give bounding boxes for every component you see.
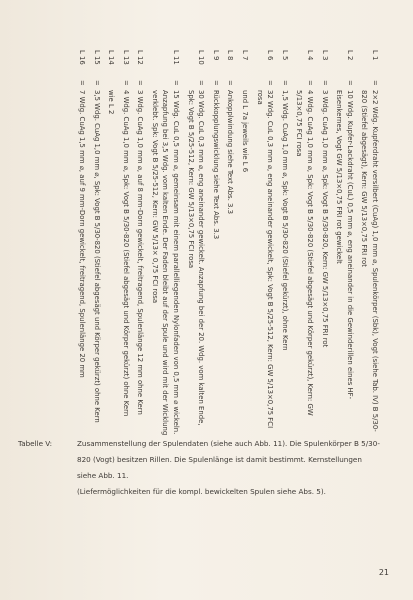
table-row [279, 50, 290, 440]
equals-sign: = [172, 80, 181, 86]
equals-sign: = [136, 80, 145, 86]
coil-id: L 14 [107, 50, 116, 65]
coil-id: L 12 [136, 50, 145, 65]
equals-sign: = [121, 80, 130, 86]
coil-description: 30 Wdg. CuL 0,3 mm ⌀, eng aneinander gewickelt. Anzapfung bei der 20. Wdg. vom kalten Ende, Spk: Vogt B 5/25-512, Kern: GW 5/13×0,75 FCI rosa [186, 90, 206, 426]
equals-sign: = [320, 80, 329, 86]
coil-description: Ankopplwindung siehe Text Abs. 3.3 [226, 90, 235, 214]
coil-id: L 16 [77, 50, 86, 65]
table-row [210, 50, 221, 440]
table-row [120, 50, 131, 440]
coil-description: 2×2 Wdg. Kupferdraht versilbert (CuAg) 1,0 mm ⌀, Spulenkörper (Sbk), Vogt (siehe Tab. IV) B 5/30-820 (Stiefel abgesägt), Kern: GW 5/13×0,75 FRI rot [360, 90, 379, 432]
equals-sign: = [77, 80, 86, 86]
equals-sign: = [280, 80, 289, 86]
equals-sign: = [211, 80, 220, 86]
equals-sign: = [197, 80, 206, 86]
coil-description: 10 Wdg. Kupfer-Lackdraht (CuL) 0,5 mm ⌀, eng aneinander in die Gewinderillen eines HF-Eisenkernes, Vogt GW 5/13×0,75 FRI rot gewickelt [335, 90, 354, 400]
table-row [106, 50, 117, 440]
caption-line: Zusammenstellung der Spulendaten (siehe auch Abb. 11). Die Spulenkörper B 5/30- [77, 439, 380, 448]
coil-id: L 7 [241, 50, 250, 61]
table-row [149, 50, 181, 440]
coil-description: 7 Wdg. CuAg 1,5 mm ⌀, auf 9 mm-Dorn gewickelt, freitragend, Spulenlänge 20 mm [77, 90, 86, 378]
table-caption [18, 436, 402, 500]
coil-id: L 1 [371, 50, 379, 61]
table-row [135, 50, 146, 440]
table-row [185, 50, 206, 440]
coil-data-table [8, 50, 380, 440]
table-row [91, 50, 102, 440]
equals-sign [106, 80, 117, 90]
rotated-table-body [76, 50, 380, 440]
table-row [239, 50, 250, 440]
coil-id: L 9 [211, 50, 220, 61]
coil-id: L 5 [280, 50, 289, 61]
coil-description: wie L 2 [107, 90, 116, 115]
coil-id: L 10 [197, 50, 206, 65]
coil-description: 3 Wdg. CuAg 1,0 mm ⌀, auf 8 mm-Dorn gewickelt, freitragend, Spulenlänge 12 mm ohne Kern [136, 90, 145, 415]
coil-id: L 4 [306, 50, 315, 61]
coil-description: Rückkopplungswicklung siehe Text Abs. 3.3 [211, 90, 220, 240]
caption-line: siehe Abb. 11. [77, 471, 129, 480]
caption-line: (Liefermöglichkeiten für die kompl. bewickelten Spulen siehe Abs. 5). [77, 487, 326, 496]
caption-body [77, 436, 402, 500]
coil-id: L 2 [345, 50, 354, 61]
coil-description: und L 7a jeweils wie L 6 [241, 90, 250, 173]
caption-line: 820 (Vogt) besitzen Rillen. Die Spulenlänge ist damit bestimmt. Kernstellungen [77, 455, 362, 464]
coil-description: 4 Wdg. CuAg 1,0 mm ⌀, Spk: Vogt B 5/30-820 (Stiefel abgesägt und Körper gekürzt) ohne Kern [121, 90, 130, 417]
page-number: 21 [378, 568, 389, 577]
equals-sign: = [226, 80, 235, 86]
table-row [294, 50, 315, 440]
table-row [254, 50, 275, 440]
equals-sign: = [266, 80, 275, 86]
table-row [225, 50, 236, 440]
equals-sign: = [92, 80, 101, 86]
coil-description: 3,5 Wdg. CuAg 1,0 mm ⌀, Spk: Vogt B 5/30-820 (Stiefel abgesägt und Körper gekürzt) ohne Kern [92, 90, 101, 423]
table-row [319, 50, 330, 440]
equals-sign: = [306, 80, 315, 86]
coil-description: 1,5 Wdg. CuAg 1,0 mm ⌀, Spk: Vogt B 5/30-820 (Stiefel gekürzt), ohne Kern [280, 90, 289, 351]
coil-id: L 15 [92, 50, 101, 65]
equals-sign: = [371, 80, 379, 86]
coil-id: L 13 [121, 50, 130, 65]
equals-sign: = [345, 80, 354, 86]
coil-id: L 6 [266, 50, 275, 61]
coil-description: 4 Wdg. CuAg 1,0 mm ⌀, Spk: Vogt B 5/30-820 (Stiefel abgesägt und Körper gekürzt), Kern: GW 5/13×0,75 FCI rosa [295, 90, 315, 416]
table-row [334, 50, 355, 440]
equals-sign [239, 80, 250, 90]
caption-label: Tabelle V: [18, 439, 53, 448]
coil-description: 32 Wdg. CuL 0,3 mm ⌀, eng aneinander gewickelt, Spk: Vogt B 5/25-512, Kern: GW 5/13×0,75 FCI rosa [255, 90, 275, 429]
coil-id: L 8 [226, 50, 235, 61]
coil-description: 15 Wdg. CuL 0,5 mm ⌀, gemeinsam mit einem parallelliegenden Nylonfaden von 0,5 mm ⌀ wickeln. Anzapfung bei 3,5 Wdg. vom kalten Ende. Der Faden bleibt auf der Spule und wird mit der Wicklung verklebt. Spk: Vogt B 5/25-512, Kern: GW 5/13× 0,75 FCI rosa [150, 90, 181, 436]
table-row [359, 50, 380, 440]
table-row [76, 50, 87, 440]
coil-description: 3 Wdg. CuAg 1,0 mm ⌀, Spk: Vogt B 5/30-820, Kern: GW 5/13×0,75 FRI rot [320, 90, 329, 348]
coil-id: L 3 [320, 50, 329, 61]
coil-id: L 11 [172, 50, 181, 65]
